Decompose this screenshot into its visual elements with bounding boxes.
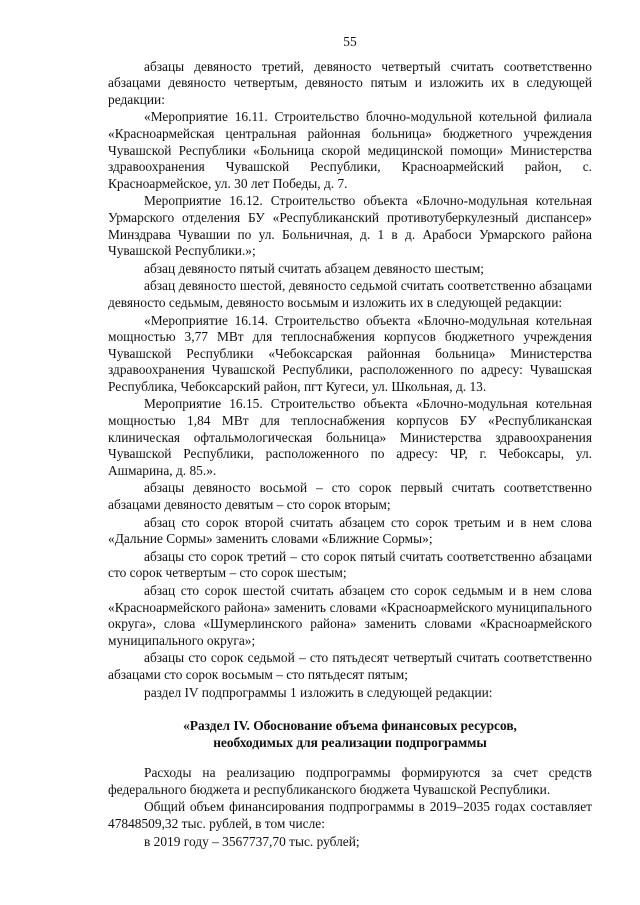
paragraph: абзац девяносто шестой, девяносто седьмой считать соответственно абзацами девяносто седьмым, девяносто восьмым и изложить их в следующей редакции: bbox=[108, 278, 592, 310]
section-heading bbox=[108, 717, 592, 751]
paragraph: абзацы сто сорок третий – сто сорок пятый считать соответственно абзацами сто сорок четвертым – сто сорок шестым; bbox=[108, 548, 592, 581]
paragraph: Общий объем финансирования подпрограммы в 2019–2035 годах составляет 47848509,32 тыс. рублей, в том числе: bbox=[108, 799, 592, 831]
page-number: 55 bbox=[343, 34, 357, 49]
paragraph: в 2019 году – 3567737,70 тыс. рублей; bbox=[144, 833, 360, 849]
paragraph: «Мероприятие 16.11. Строительство блочно-модульной котельной филиала «Красноармейская центральная районная больница» бюджетного учреждения Чувашской Республики «Больница скорой медицинской помощи» Министерства здравоохранения Чувашской Республики, Красноармейский район, с. Красноармейское, ул. 30 лет Победы, д. 7. bbox=[108, 109, 592, 191]
paragraph: Мероприятие 16.12. Строительство объекта «Блочно-модульная котельная Урмарского отделения БУ «Республиканский противотуберкулезный диспансер» Минздрава Чувашии по ул. Больничная, д. 1 в д. Арабоси Урмарского района Чувашской Республики.»; bbox=[108, 193, 592, 259]
paragraph: абзацы девяносто восьмой – сто сорок первый считать соответственно абзацами девяносто девятым – сто сорок вторым; bbox=[108, 480, 592, 513]
paragraph: раздел IV подпрограммы 1 изложить в следующей редакции: bbox=[144, 684, 493, 700]
paragraph: абзацы сто сорок седьмой – сто пятьдесят четвертый считать соответственно абзацами сто сорок восьмым – сто пятьдесят пятым; bbox=[108, 650, 592, 682]
paragraph: Расходы на реализацию подпрограммы формируются за счет средств федерального бюджета и республиканского бюджета Чувашской Республики. bbox=[108, 765, 592, 797]
paragraph: абзац девяносто пятый считать абзацем девяносто шестым; bbox=[144, 260, 485, 276]
paragraph: абзацы девяносто третий, девяносто четвертый считать соответственно абзацами девяносто четвертым, девяносто пятым и изложить их в следующей редакции: bbox=[108, 58, 592, 107]
paragraph: «Мероприятие 16.14. Строительство объекта «Блочно-модульная котельная мощностью 3,77 МВт для теплоснабжения корпусов бюджетного учреждения Чувашской Республики «Чебоксарская районная больница» Министерства здравоохранения Чувашской Республики, расположенного по адресу: Чувашская Республика, Чебоксарский район, пгт Кугеси, ул. Школьная, д. 13. bbox=[108, 312, 592, 394]
paragraph: абзац сто сорок шестой считать абзацем сто сорок седьмым и в нем слова «Красноармейского района» заменить словами «Красноармейского муниципального округа», слова «Шумерлинского района» заменить словами «Красноармейского муниципального округа»; bbox=[108, 583, 592, 648]
section-heading-line: необходимых для реализации подпрограммы bbox=[213, 735, 487, 751]
section-heading-line: «Раздел IV. Обоснование объема финансовых ресурсов, bbox=[183, 718, 517, 734]
paragraph: Мероприятие 16.15. Строительство объекта «Блочно-модульная котельная мощностью 1,84 МВт для теплоснабжения корпусов БУ «Республиканская клиническая офтальмологическая больница» Министерства здравоохранения Чувашской Республики, расположенного по адресу: ЧР, г. Чебоксары, ул. Ашмарина, д. 85.». bbox=[108, 396, 592, 478]
paragraph: абзац сто сорок второй считать абзацем сто сорок третьим и в нем слова «Дальние Сормы» заменить словами «Ближние Сормы»; bbox=[108, 514, 592, 547]
